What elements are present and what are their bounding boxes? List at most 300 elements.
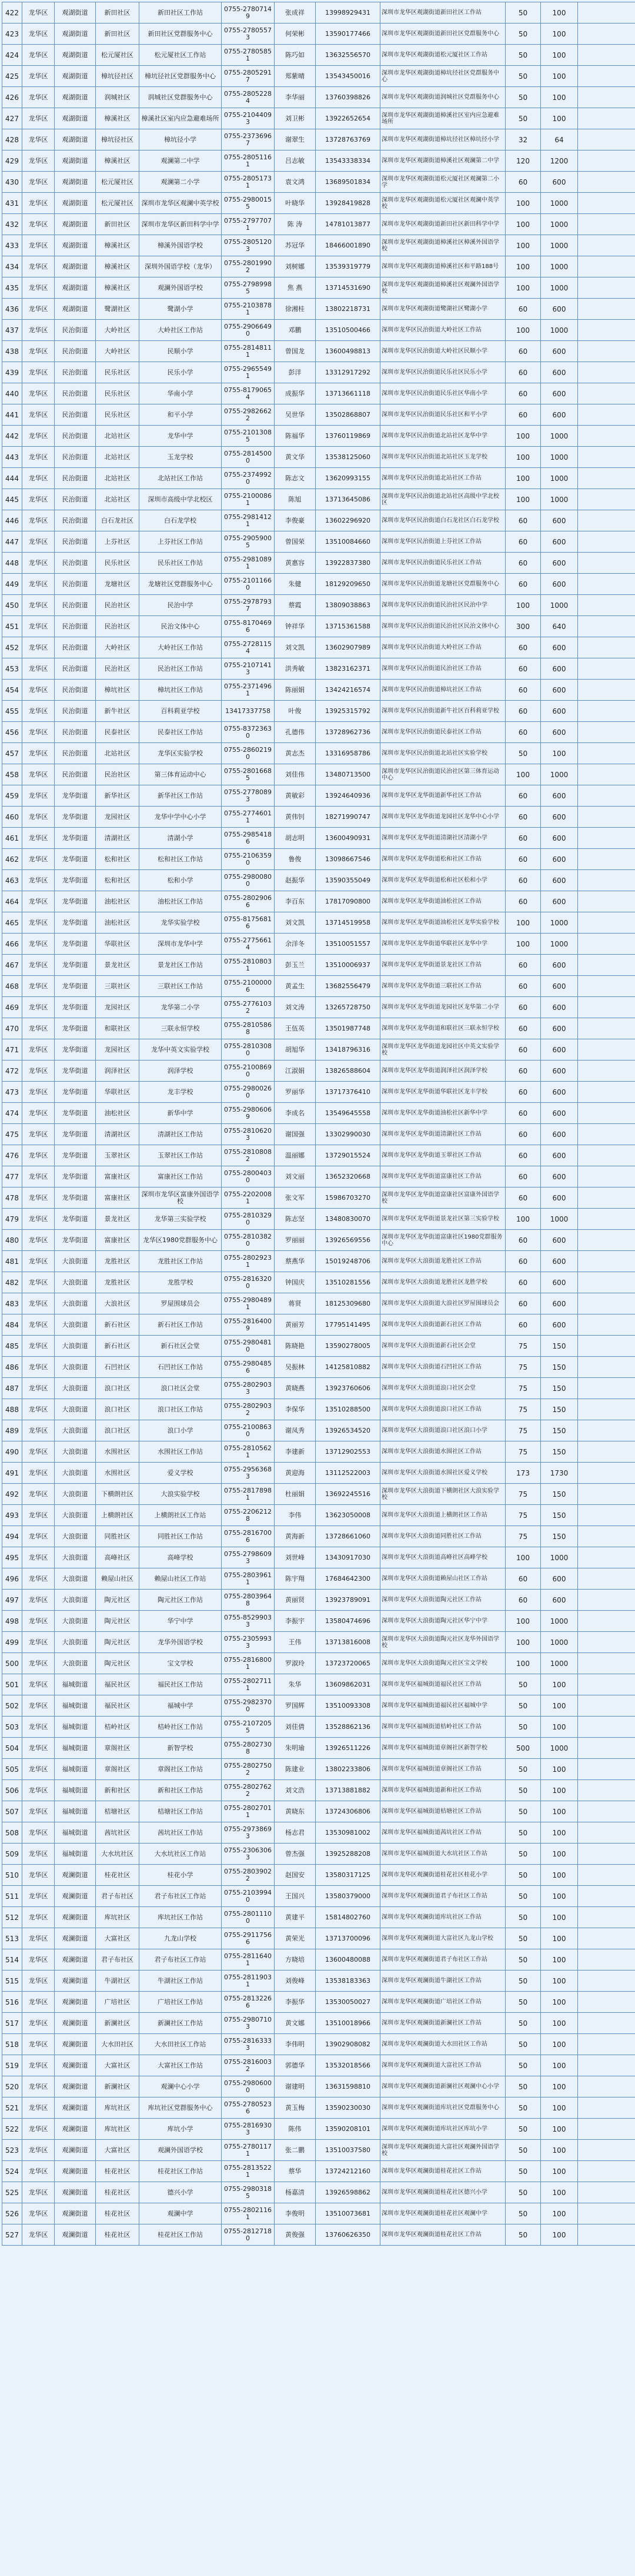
mobile-cell: 13728962736 bbox=[316, 722, 380, 743]
address-cell: 深圳市龙华区民治街道白石龙社区白石龙学校 bbox=[380, 510, 506, 531]
community-cell: 陶元社区 bbox=[96, 1590, 139, 1611]
community-cell: 松元厦社区 bbox=[96, 45, 139, 66]
contact-cell: 李俊豪 bbox=[275, 510, 316, 531]
capacity-a-cell: 100 bbox=[506, 426, 541, 447]
district-cell: 龙华区 bbox=[22, 1717, 55, 1738]
row-number: 436 bbox=[2, 299, 22, 320]
mobile-cell: 13713700096 bbox=[316, 1928, 380, 1949]
address-cell: 深圳市龙华区民治街道新牛社区百科莉亚学校 bbox=[380, 701, 506, 722]
phone-cell: 0755-27805573 bbox=[222, 24, 275, 45]
phone-cell: 0755-21013085 bbox=[222, 426, 275, 447]
contact-cell: 谢翠生 bbox=[275, 129, 316, 150]
street-cell: 龙华街道 bbox=[55, 976, 96, 997]
community-cell: 白石龙社区 bbox=[96, 510, 139, 531]
address-cell: 深圳市龙华区龙华街道景龙社区第三实验学校 bbox=[380, 1209, 506, 1230]
place-name-cell: 桔岭社区工作站 bbox=[139, 1717, 222, 1738]
community-cell: 清湖社区 bbox=[96, 828, 139, 849]
street-cell: 观澜街道 bbox=[55, 1907, 96, 1928]
row-number: 426 bbox=[2, 87, 22, 108]
contact-cell: 张成祥 bbox=[275, 2, 316, 24]
capacity-b-cell: 1000 bbox=[541, 447, 578, 468]
community-cell: 松和社区 bbox=[96, 870, 139, 891]
community-cell: 陶元社区 bbox=[96, 1632, 139, 1653]
street-cell: 民治街道 bbox=[55, 658, 96, 680]
blank-cell bbox=[578, 320, 635, 341]
community-cell: 新石社区 bbox=[96, 1336, 139, 1357]
mobile-cell: 15814802760 bbox=[316, 1907, 380, 1928]
blank-cell bbox=[578, 1526, 635, 1547]
phone-cell: 0755-27756614 bbox=[222, 934, 275, 955]
address-cell: 深圳市龙华区龙华街道润泽社区润泽学校 bbox=[380, 1060, 506, 1082]
mobile-cell: 13600490931 bbox=[316, 828, 380, 849]
contact-cell: 陈建业 bbox=[275, 1759, 316, 1780]
mobile-cell: 13926511226 bbox=[316, 1738, 380, 1759]
row-number: 469 bbox=[2, 997, 22, 1018]
place-name-cell: 樟坑径小学 bbox=[139, 129, 222, 150]
table-row bbox=[2, 1759, 635, 1780]
address-cell: 深圳市龙华区龙华街道华联社区龙丰学校 bbox=[380, 1082, 506, 1103]
address-cell: 深圳市龙华区大浪街道同胜社区工作站 bbox=[380, 1526, 506, 1547]
address-cell: 深圳市龙华区龙华街道华联社区龙华中学 bbox=[380, 934, 506, 955]
phone-cell: 0755-81790654 bbox=[222, 383, 275, 404]
district-cell: 龙华区 bbox=[22, 1314, 55, 1336]
community-cell: 龙园社区 bbox=[96, 807, 139, 828]
capacity-b-cell: 100 bbox=[541, 66, 578, 87]
blank-cell bbox=[578, 2224, 635, 2246]
capacity-a-cell: 60 bbox=[506, 807, 541, 828]
blank-cell bbox=[578, 764, 635, 785]
table-row bbox=[2, 1314, 635, 1336]
community-cell: 民治社区 bbox=[96, 658, 139, 680]
street-cell: 民治街道 bbox=[55, 362, 96, 383]
street-cell: 大浪街道 bbox=[55, 1420, 96, 1441]
phone-cell: 0755-28103290 bbox=[222, 1209, 275, 1230]
capacity-b-cell: 600 bbox=[541, 658, 578, 680]
contact-cell: 江淑娟 bbox=[275, 1060, 316, 1082]
community-cell: 润泽社区 bbox=[96, 1060, 139, 1082]
phone-cell: 0755-27780893 bbox=[222, 785, 275, 807]
phone-cell: 0755-21000006 bbox=[222, 976, 275, 997]
capacity-b-cell: 600 bbox=[541, 1039, 578, 1060]
contact-cell: 赵振华 bbox=[275, 870, 316, 891]
community-cell: 华联社区 bbox=[96, 1082, 139, 1103]
mobile-cell: 13809038863 bbox=[316, 595, 380, 616]
street-cell: 观湖街道 bbox=[55, 277, 96, 299]
street-cell: 观澜街道 bbox=[55, 2119, 96, 2140]
capacity-b-cell: 100 bbox=[541, 87, 578, 108]
capacity-a-cell: 100 bbox=[506, 214, 541, 235]
row-number: 468 bbox=[2, 976, 22, 997]
table-row bbox=[2, 1166, 635, 1187]
capacity-a-cell: 60 bbox=[506, 785, 541, 807]
contact-cell: 张二鹏 bbox=[275, 2140, 316, 2161]
address-cell: 深圳市龙华区民治街道民治社区工作站 bbox=[380, 658, 506, 680]
street-cell: 大浪街道 bbox=[55, 1526, 96, 1547]
phone-cell: 0755-29803185 bbox=[222, 2182, 275, 2203]
contact-cell: 刘佳倩 bbox=[275, 1717, 316, 1738]
mobile-cell: 13424216574 bbox=[316, 680, 380, 701]
community-cell: 景龙社区 bbox=[96, 1209, 139, 1230]
contact-cell: 黄文娜 bbox=[275, 2013, 316, 2034]
table-row bbox=[2, 320, 635, 341]
district-cell: 龙华区 bbox=[22, 1907, 55, 1928]
place-name-cell: 龙华中学中心小学 bbox=[139, 807, 222, 828]
table-row bbox=[2, 1822, 635, 1844]
district-cell: 龙华区 bbox=[22, 214, 55, 235]
district-cell: 龙华区 bbox=[22, 1124, 55, 1145]
blank-cell bbox=[578, 1124, 635, 1145]
blank-cell bbox=[578, 976, 635, 997]
community-cell: 大浪社区 bbox=[96, 1293, 139, 1314]
row-number: 427 bbox=[2, 108, 22, 129]
capacity-b-cell: 100 bbox=[541, 1674, 578, 1695]
community-cell: 樟溪社区 bbox=[96, 150, 139, 172]
street-cell: 龙华街道 bbox=[55, 1018, 96, 1039]
community-cell: 大岭社区 bbox=[96, 637, 139, 658]
capacity-a-cell: 75 bbox=[506, 1484, 541, 1505]
blank-cell bbox=[578, 1039, 635, 1060]
capacity-a-cell: 100 bbox=[506, 489, 541, 510]
community-cell: 松元厦社区 bbox=[96, 172, 139, 193]
mobile-cell: 13510288500 bbox=[316, 1399, 380, 1420]
blank-cell bbox=[578, 2161, 635, 2182]
capacity-b-cell: 100 bbox=[541, 2013, 578, 2034]
mobile-cell: 13312917292 bbox=[316, 362, 380, 383]
address-cell: 深圳市龙华区观澜街道牛湖社区工作站 bbox=[380, 1971, 506, 1992]
capacity-a-cell: 50 bbox=[506, 2055, 541, 2076]
capacity-b-cell: 100 bbox=[541, 2224, 578, 2246]
table-row bbox=[2, 1420, 635, 1441]
district-cell: 龙华区 bbox=[22, 1103, 55, 1124]
district-cell: 龙华区 bbox=[22, 531, 55, 553]
mobile-cell: 13717376410 bbox=[316, 1082, 380, 1103]
address-cell: 深圳市龙华区观澜街道大水田社区工作站 bbox=[380, 2034, 506, 2055]
district-cell: 龙华区 bbox=[22, 637, 55, 658]
district-cell: 龙华区 bbox=[22, 1230, 55, 1251]
street-cell: 观湖街道 bbox=[55, 214, 96, 235]
mobile-cell: 13528862136 bbox=[316, 1717, 380, 1738]
district-cell: 龙华区 bbox=[22, 2, 55, 24]
mobile-cell: 13265728750 bbox=[316, 997, 380, 1018]
place-name-cell: 深圳市龙华中学 bbox=[139, 934, 222, 955]
community-cell: 福民社区 bbox=[96, 1695, 139, 1717]
capacity-b-cell: 1000 bbox=[541, 320, 578, 341]
capacity-a-cell: 50 bbox=[506, 1822, 541, 1844]
phone-cell: 0755-21000861 bbox=[222, 489, 275, 510]
district-cell: 龙华区 bbox=[22, 1992, 55, 2013]
row-number: 521 bbox=[2, 2097, 22, 2119]
district-cell: 龙华区 bbox=[22, 553, 55, 574]
community-cell: 浪口社区 bbox=[96, 1399, 139, 1420]
mobile-cell: 13600498813 bbox=[316, 341, 380, 362]
community-cell: 民乐社区 bbox=[96, 362, 139, 383]
place-name-cell: 观澜中学 bbox=[139, 2203, 222, 2224]
capacity-b-cell: 600 bbox=[541, 637, 578, 658]
place-name-cell: 九龙山学校 bbox=[139, 1928, 222, 1949]
capacity-a-cell: 50 bbox=[506, 2224, 541, 2246]
phone-cell: 0755-29814121 bbox=[222, 510, 275, 531]
street-cell: 大浪街道 bbox=[55, 1547, 96, 1568]
phone-cell: 13417337758 bbox=[222, 701, 275, 722]
district-cell: 龙华区 bbox=[22, 2119, 55, 2140]
table-row bbox=[2, 1505, 635, 1526]
mobile-cell: 13590278005 bbox=[316, 1336, 380, 1357]
row-number: 443 bbox=[2, 447, 22, 468]
row-number: 470 bbox=[2, 1018, 22, 1039]
district-cell: 龙华区 bbox=[22, 722, 55, 743]
mobile-cell: 13430917030 bbox=[316, 1547, 380, 1568]
table-row bbox=[2, 1463, 635, 1484]
place-name-cell: 君子布社区工作站 bbox=[139, 1949, 222, 1971]
row-number: 514 bbox=[2, 1949, 22, 1971]
mobile-cell: 18466001890 bbox=[316, 235, 380, 256]
blank-cell bbox=[578, 383, 635, 404]
district-cell: 龙华区 bbox=[22, 1166, 55, 1187]
capacity-a-cell: 60 bbox=[506, 870, 541, 891]
place-name-cell: 玉龙学校 bbox=[139, 447, 222, 468]
district-cell: 龙华区 bbox=[22, 1886, 55, 1907]
row-number: 500 bbox=[2, 1653, 22, 1674]
phone-cell: 0755-29804810 bbox=[222, 1336, 275, 1357]
row-number: 424 bbox=[2, 45, 22, 66]
address-cell: 深圳市龙华区福城街道福民社区福城中学 bbox=[380, 1695, 506, 1717]
capacity-b-cell: 600 bbox=[541, 574, 578, 595]
table-row bbox=[2, 1801, 635, 1822]
row-number: 527 bbox=[2, 2224, 22, 2246]
blank-cell bbox=[578, 997, 635, 1018]
address-cell: 深圳市龙华区民治街道龙塘社区党群服务中心 bbox=[380, 574, 506, 595]
table-row bbox=[2, 1971, 635, 1992]
capacity-a-cell: 60 bbox=[506, 1124, 541, 1145]
phone-cell: 0755-29804891 bbox=[222, 1293, 275, 1314]
blank-cell bbox=[578, 362, 635, 383]
street-cell: 龙华街道 bbox=[55, 1124, 96, 1145]
phone-cell: 0755-23059933 bbox=[222, 1632, 275, 1653]
contact-cell: 罗国辉 bbox=[275, 1695, 316, 1717]
street-cell: 福城街道 bbox=[55, 1674, 96, 1695]
place-name-cell: 深圳市龙华区富康外国语学校 bbox=[139, 1187, 222, 1209]
address-cell: 深圳市龙华区观湖街道松元厦社区工作站 bbox=[380, 45, 506, 66]
place-name-cell: 龙华第二小学 bbox=[139, 997, 222, 1018]
row-number: 446 bbox=[2, 510, 22, 531]
phone-cell: 0755-22020081 bbox=[222, 1187, 275, 1209]
contact-cell: 黄伟钊 bbox=[275, 807, 316, 828]
community-cell: 松和社区 bbox=[96, 849, 139, 870]
row-number: 515 bbox=[2, 1971, 22, 1992]
phone-cell: 0755-28164009 bbox=[222, 1314, 275, 1336]
capacity-a-cell: 50 bbox=[506, 66, 541, 87]
community-cell: 龙园社区 bbox=[96, 1039, 139, 1060]
district-cell: 龙华区 bbox=[22, 1547, 55, 1568]
mobile-cell: 13902908082 bbox=[316, 2034, 380, 2055]
table-row bbox=[2, 743, 635, 764]
row-number: 438 bbox=[2, 341, 22, 362]
blank-cell bbox=[578, 1949, 635, 1971]
place-name-cell: 桂花小学 bbox=[139, 1865, 222, 1886]
phone-cell: 0755-21072055 bbox=[222, 1717, 275, 1738]
district-cell: 龙华区 bbox=[22, 828, 55, 849]
table-row bbox=[2, 1293, 635, 1314]
district-cell: 龙华区 bbox=[22, 1463, 55, 1484]
address-cell: 深圳市龙华区龙华街道油松社区工作站 bbox=[380, 891, 506, 912]
community-cell: 新田社区 bbox=[96, 2, 139, 24]
mobile-cell: 13923760606 bbox=[316, 1378, 380, 1399]
capacity-a-cell: 60 bbox=[506, 997, 541, 1018]
place-name-cell: 深圳外国语学校（龙华） bbox=[139, 256, 222, 277]
place-name-cell: 赖屋山社区工作站 bbox=[139, 1568, 222, 1590]
table-row bbox=[2, 1145, 635, 1166]
community-cell: 油松社区 bbox=[96, 891, 139, 912]
street-cell: 民治街道 bbox=[55, 426, 96, 447]
phone-cell: 0755-21008630 bbox=[222, 1420, 275, 1441]
table-row bbox=[2, 2055, 635, 2076]
mobile-cell: 13510018966 bbox=[316, 2013, 380, 2034]
capacity-a-cell: 60 bbox=[506, 1293, 541, 1314]
contact-cell: 胡旭华 bbox=[275, 1039, 316, 1060]
capacity-b-cell: 600 bbox=[541, 1293, 578, 1314]
capacity-a-cell: 50 bbox=[506, 1759, 541, 1780]
district-cell: 龙华区 bbox=[22, 891, 55, 912]
phone-cell: 0755-29066490 bbox=[222, 320, 275, 341]
contact-cell: 刘文丽 bbox=[275, 1166, 316, 1187]
table-row bbox=[2, 404, 635, 426]
street-cell: 民治街道 bbox=[55, 404, 96, 426]
community-cell: 茜坑社区 bbox=[96, 1822, 139, 1844]
table-row bbox=[2, 891, 635, 912]
table-row bbox=[2, 1484, 635, 1505]
phone-cell: 0755-27807149 bbox=[222, 2, 275, 24]
contact-cell: 陈旭 bbox=[275, 489, 316, 510]
district-cell: 龙华区 bbox=[22, 1526, 55, 1547]
row-number: 499 bbox=[2, 1632, 22, 1653]
contact-cell: 成振华 bbox=[275, 383, 316, 404]
phone-cell: 0755-28119031 bbox=[222, 1971, 275, 1992]
community-cell: 樟坑径社区 bbox=[96, 66, 139, 87]
capacity-b-cell: 600 bbox=[541, 976, 578, 997]
capacity-a-cell: 100 bbox=[506, 934, 541, 955]
contact-cell: 黄荣光 bbox=[275, 1928, 316, 1949]
phone-cell: 0755-28027011 bbox=[222, 1801, 275, 1822]
blank-cell bbox=[578, 256, 635, 277]
contact-cell: 黄迎海 bbox=[275, 1463, 316, 1484]
capacity-b-cell: 600 bbox=[541, 680, 578, 701]
row-number: 508 bbox=[2, 1822, 22, 1844]
capacity-b-cell: 600 bbox=[541, 1230, 578, 1251]
table-row bbox=[2, 66, 635, 87]
blank-cell bbox=[578, 1060, 635, 1082]
capacity-a-cell: 60 bbox=[506, 722, 541, 743]
community-cell: 玉翠社区 bbox=[96, 1145, 139, 1166]
phone-cell: 0755-21038781 bbox=[222, 299, 275, 320]
district-cell: 龙华区 bbox=[22, 1801, 55, 1822]
address-cell: 深圳市龙华区观澜街道大富社区九龙山学校 bbox=[380, 1928, 506, 1949]
table-row bbox=[2, 468, 635, 489]
community-cell: 龙塘社区 bbox=[96, 574, 139, 595]
mobile-cell: 13925315792 bbox=[316, 701, 380, 722]
district-cell: 龙华区 bbox=[22, 1209, 55, 1230]
capacity-a-cell: 100 bbox=[506, 447, 541, 468]
contact-cell: 苏冠华 bbox=[275, 235, 316, 256]
contact-cell: 彭洋 bbox=[275, 362, 316, 383]
capacity-a-cell: 60 bbox=[506, 680, 541, 701]
capacity-b-cell: 1000 bbox=[541, 235, 578, 256]
table-row bbox=[2, 574, 635, 595]
capacity-b-cell: 1000 bbox=[541, 1738, 578, 1759]
capacity-a-cell: 50 bbox=[506, 1992, 541, 2013]
capacity-b-cell: 1000 bbox=[541, 214, 578, 235]
district-cell: 龙华区 bbox=[22, 1971, 55, 1992]
place-name-cell: 大岭社区工作站 bbox=[139, 320, 222, 341]
capacity-a-cell: 60 bbox=[506, 383, 541, 404]
row-number: 503 bbox=[2, 1717, 22, 1738]
phone-cell: 0755-29823700 bbox=[222, 1695, 275, 1717]
blank-cell bbox=[578, 658, 635, 680]
mobile-cell: 13580317125 bbox=[316, 1865, 380, 1886]
mobile-cell: 13823162371 bbox=[316, 658, 380, 680]
district-cell: 龙华区 bbox=[22, 383, 55, 404]
contact-cell: 彭玉兰 bbox=[275, 955, 316, 976]
phone-cell: 0755-27805851 bbox=[222, 45, 275, 66]
contact-cell: 蔡燕华 bbox=[275, 1251, 316, 1272]
community-cell: 大富社区 bbox=[96, 2055, 139, 2076]
contact-cell: 陈晓艳 bbox=[275, 1336, 316, 1357]
address-cell: 深圳市龙华区大浪街道陶元社区龙华外国语学校 bbox=[380, 1632, 506, 1653]
table-row bbox=[2, 2140, 635, 2161]
place-name-cell: 新华中学 bbox=[139, 1103, 222, 1124]
street-cell: 龙华街道 bbox=[55, 785, 96, 807]
capacity-b-cell: 1000 bbox=[541, 764, 578, 785]
district-cell: 龙华区 bbox=[22, 2076, 55, 2097]
street-cell: 观湖街道 bbox=[55, 129, 96, 150]
capacity-a-cell: 50 bbox=[506, 2119, 541, 2140]
capacity-a-cell: 60 bbox=[506, 1145, 541, 1166]
table-row bbox=[2, 2203, 635, 2224]
street-cell: 龙华街道 bbox=[55, 1166, 96, 1187]
blank-cell bbox=[578, 1314, 635, 1336]
address-cell: 深圳市龙华区观澜街道库坑社区党群服务中心 bbox=[380, 2097, 506, 2119]
mobile-cell: 13602907989 bbox=[316, 637, 380, 658]
contact-cell: 陈宇翔 bbox=[275, 1568, 316, 1590]
row-number: 494 bbox=[2, 1526, 22, 1547]
row-number: 452 bbox=[2, 637, 22, 658]
street-cell: 观澜街道 bbox=[55, 2034, 96, 2055]
capacity-a-cell: 50 bbox=[506, 1695, 541, 1717]
district-cell: 龙华区 bbox=[22, 1505, 55, 1526]
place-name-cell: 龙丰学校 bbox=[139, 1082, 222, 1103]
table-row bbox=[2, 45, 635, 66]
capacity-b-cell: 600 bbox=[541, 870, 578, 891]
community-cell: 大岭社区 bbox=[96, 320, 139, 341]
district-cell: 龙华区 bbox=[22, 680, 55, 701]
phone-cell: 0755-29800800 bbox=[222, 870, 275, 891]
capacity-b-cell: 600 bbox=[541, 510, 578, 531]
street-cell: 观澜街道 bbox=[55, 2097, 96, 2119]
community-cell: 高峰社区 bbox=[96, 1547, 139, 1568]
blank-cell bbox=[578, 129, 635, 150]
blank-cell bbox=[578, 1907, 635, 1928]
street-cell: 民治街道 bbox=[55, 722, 96, 743]
blank-cell bbox=[578, 743, 635, 764]
place-name-cell: 龙华外国语学校 bbox=[139, 1632, 222, 1653]
mobile-cell: 15019248706 bbox=[316, 1251, 380, 1272]
blank-cell bbox=[578, 66, 635, 87]
table-row bbox=[2, 1695, 635, 1717]
place-name-cell: 民治社区工作站 bbox=[139, 658, 222, 680]
phone-cell: 0755-28602190 bbox=[222, 743, 275, 764]
community-cell: 樟溪社区 bbox=[96, 277, 139, 299]
contact-cell: 余洋冬 bbox=[275, 934, 316, 955]
phone-cell: 0755-28027502 bbox=[222, 1759, 275, 1780]
